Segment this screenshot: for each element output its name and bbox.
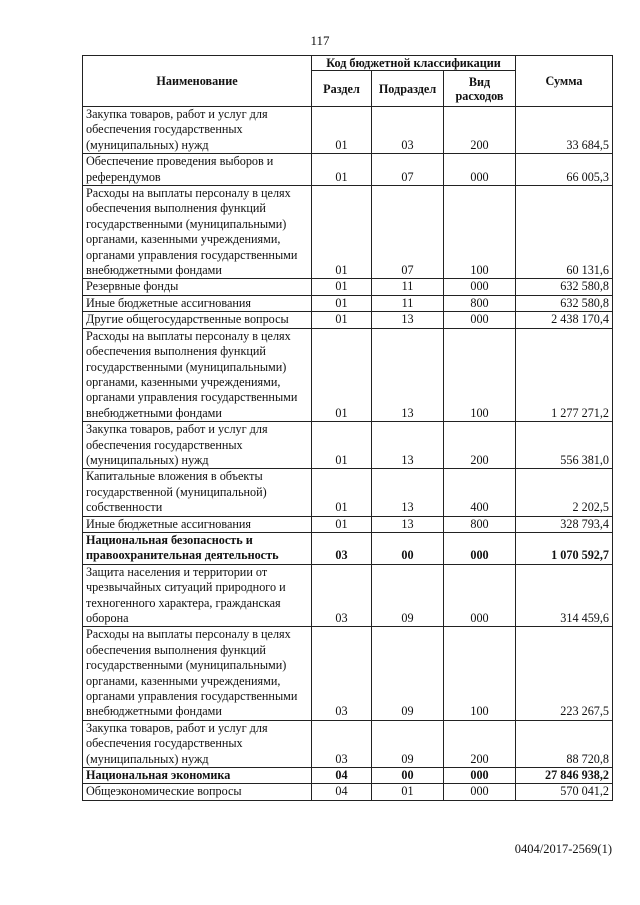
row-subsection: 01: [372, 784, 444, 800]
row-expense-type: 400: [444, 469, 516, 516]
row-expense-type: 000: [444, 784, 516, 800]
row-expense-type: 100: [444, 328, 516, 421]
row-subsection: 07: [372, 186, 444, 279]
row-name: Другие общегосударственные вопросы: [83, 312, 312, 328]
row-name: Расходы на выплаты персоналу в целях обеспечения выполнения функций государственными (муниципальными) органами, казенными учреждениями, органами управления государственными внебюджетными фондами: [83, 186, 312, 279]
row-expense-type: 200: [444, 720, 516, 767]
row-section: 01: [312, 328, 372, 421]
table-row: [83, 422, 613, 469]
row-subsection: 11: [372, 295, 444, 311]
row-expense-type: 800: [444, 516, 516, 532]
table-row: [83, 312, 613, 328]
row-sum: 314 459,6: [516, 564, 613, 627]
row-section: 01: [312, 107, 372, 154]
row-section: 01: [312, 154, 372, 186]
table-row: [83, 768, 613, 784]
header-sum: Сумма: [516, 56, 613, 107]
budget-table: [82, 55, 613, 801]
row-expense-type: 100: [444, 627, 516, 720]
header-expense-type: Вид расходов: [444, 71, 516, 107]
row-expense-type: 000: [444, 532, 516, 564]
row-section: 04: [312, 768, 372, 784]
row-section: 01: [312, 279, 372, 295]
row-name: Капитальные вложения в объекты государственной (муниципальной) собственности: [83, 469, 312, 516]
row-name: Иные бюджетные ассигнования: [83, 295, 312, 311]
row-name: Расходы на выплаты персоналу в целях обеспечения выполнения функций государственными (муниципальными) органами, казенными учреждениями, органами управления государственными внебюджетными фондами: [83, 627, 312, 720]
row-expense-type: 000: [444, 312, 516, 328]
row-subsection: 09: [372, 564, 444, 627]
row-name: Общеэкономические вопросы: [83, 784, 312, 800]
row-sum: 328 793,4: [516, 516, 613, 532]
table-row: [83, 564, 613, 627]
row-name: Закупка товаров, работ и услуг для обеспечения государственных (муниципальных) нужд: [83, 720, 312, 767]
page-number: 117: [310, 33, 330, 48]
row-subsection: 13: [372, 422, 444, 469]
row-subsection: 03: [372, 107, 444, 154]
row-subsection: 09: [372, 627, 444, 720]
row-subsection: 07: [372, 154, 444, 186]
row-sum: 1 070 592,7: [516, 532, 613, 564]
table-row: [83, 469, 613, 516]
row-expense-type: 200: [444, 107, 516, 154]
row-name: Закупка товаров, работ и услуг для обеспечения государственных (муниципальных) нужд: [83, 107, 312, 154]
row-sum: 2 438 170,4: [516, 312, 613, 328]
table-row: [83, 186, 613, 279]
table-row: [83, 328, 613, 421]
row-sum: 66 005,3: [516, 154, 613, 186]
table-row: [83, 627, 613, 720]
row-section: 01: [312, 469, 372, 516]
row-subsection: 13: [372, 469, 444, 516]
row-subsection: 13: [372, 312, 444, 328]
row-section: 01: [312, 312, 372, 328]
row-section: 01: [312, 516, 372, 532]
table-row: [83, 784, 613, 800]
row-expense-type: 800: [444, 295, 516, 311]
row-section: 01: [312, 422, 372, 469]
row-subsection: 13: [372, 328, 444, 421]
row-sum: 2 202,5: [516, 469, 613, 516]
row-sum: 570 041,2: [516, 784, 613, 800]
row-sum: 556 381,0: [516, 422, 613, 469]
row-sum: 33 684,5: [516, 107, 613, 154]
row-subsection: 13: [372, 516, 444, 532]
row-expense-type: 000: [444, 768, 516, 784]
table-row: [83, 295, 613, 311]
header-classification-code: Код бюджетной классификации: [312, 56, 516, 71]
table-row: [83, 154, 613, 186]
row-sum: 1 277 271,2: [516, 328, 613, 421]
row-subsection: 09: [372, 720, 444, 767]
row-subsection: 11: [372, 279, 444, 295]
header-subsection: Подраздел: [372, 71, 444, 107]
row-expense-type: 100: [444, 186, 516, 279]
row-name: Расходы на выплаты персоналу в целях обеспечения выполнения функций государственными (муниципальными) органами, казенными учреждениями, органами управления государственными внебюджетными фондами: [83, 328, 312, 421]
row-section: 01: [312, 295, 372, 311]
table-row: [83, 532, 613, 564]
row-name: Национальная безопасность и правоохранительная деятельность: [83, 532, 312, 564]
row-subsection: 00: [372, 768, 444, 784]
table-row: [83, 107, 613, 154]
header-section: Раздел: [312, 71, 372, 107]
row-sum: 632 580,8: [516, 279, 613, 295]
row-name: Резервные фонды: [83, 279, 312, 295]
row-section: 03: [312, 627, 372, 720]
table-row: [83, 720, 613, 767]
row-expense-type: 200: [444, 422, 516, 469]
document-number: 0404/2017-2569(1): [514, 842, 612, 856]
row-sum: 632 580,8: [516, 295, 613, 311]
header-name: Наименование: [83, 56, 312, 107]
row-name: Иные бюджетные ассигнования: [83, 516, 312, 532]
row-name: Закупка товаров, работ и услуг для обеспечения государственных (муниципальных) нужд: [83, 422, 312, 469]
row-expense-type: 000: [444, 564, 516, 627]
row-section: 04: [312, 784, 372, 800]
row-name: Защита населения и территории от чрезвычайных ситуаций природного и техногенного характера, гражданская оборона: [83, 564, 312, 627]
table-row: [83, 516, 613, 532]
row-section: 01: [312, 186, 372, 279]
row-expense-type: 000: [444, 279, 516, 295]
row-name: Национальная экономика: [83, 768, 312, 784]
row-section: 03: [312, 564, 372, 627]
row-expense-type: 000: [444, 154, 516, 186]
table-row: [83, 279, 613, 295]
row-section: 03: [312, 720, 372, 767]
row-sum: 88 720,8: [516, 720, 613, 767]
row-sum: 60 131,6: [516, 186, 613, 279]
row-name: Обеспечение проведения выборов и референдумов: [83, 154, 312, 186]
row-subsection: 00: [372, 532, 444, 564]
row-sum: 223 267,5: [516, 627, 613, 720]
row-section: 03: [312, 532, 372, 564]
row-sum: 27 846 938,2: [516, 768, 613, 784]
